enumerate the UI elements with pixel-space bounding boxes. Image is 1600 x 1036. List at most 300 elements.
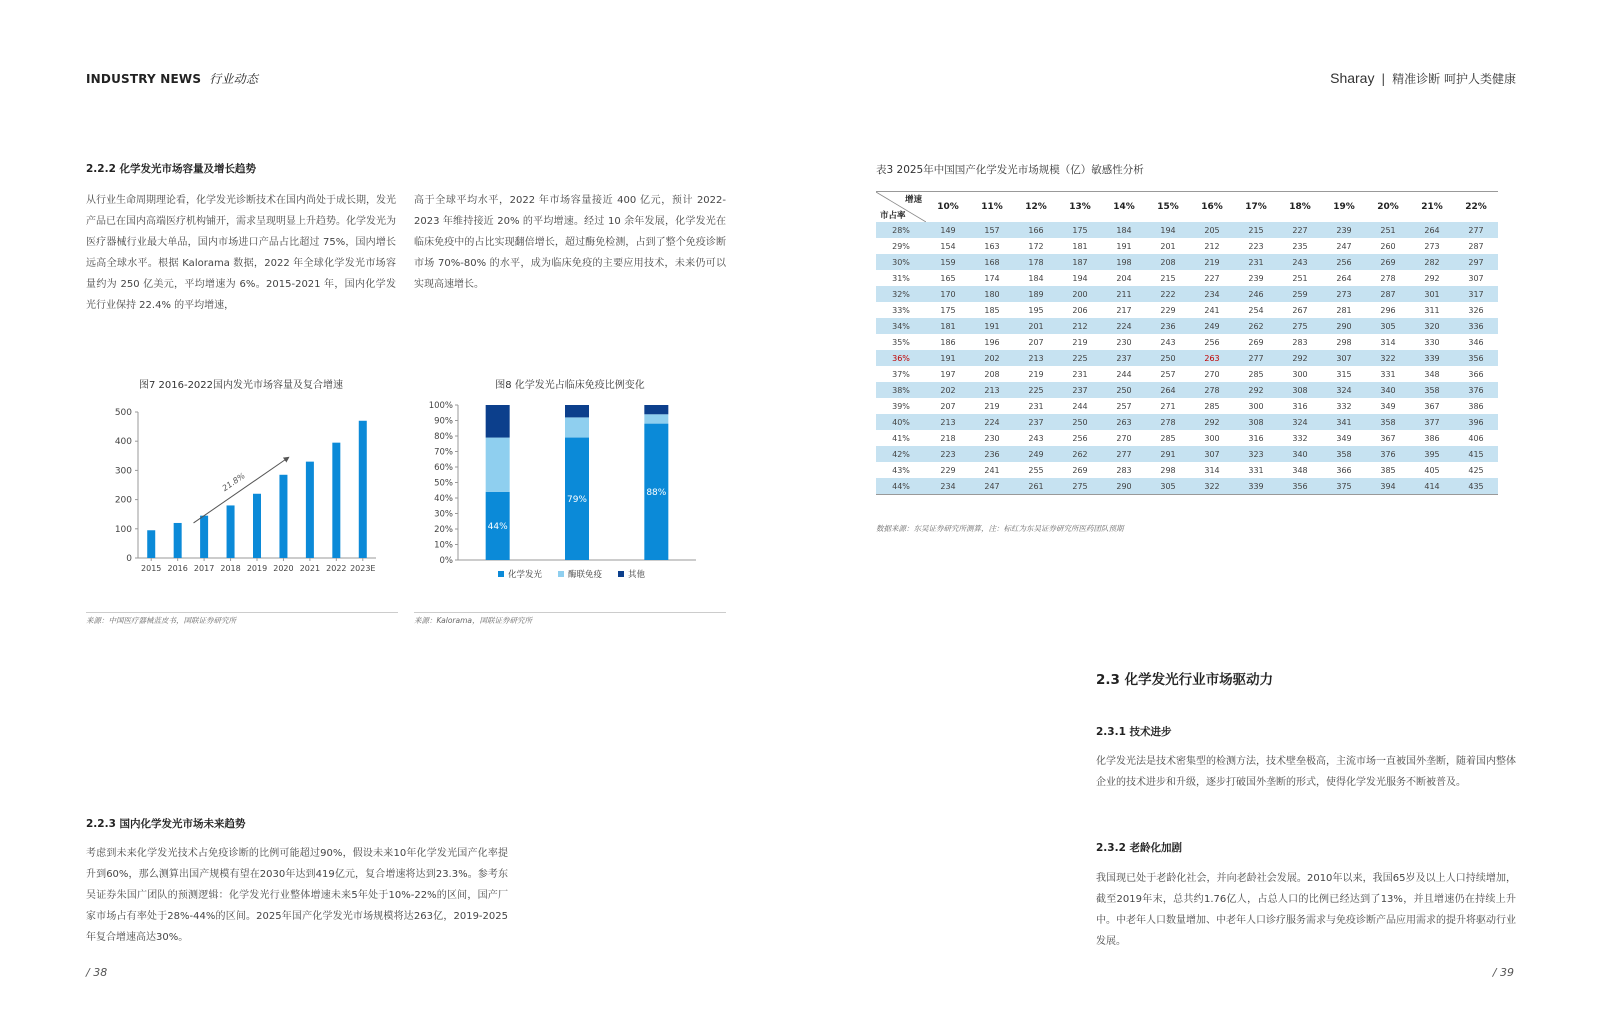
table-cell: 285 bbox=[1248, 369, 1264, 379]
table-cell: 339 bbox=[1234, 478, 1278, 495]
table-cell: 277 bbox=[1454, 222, 1498, 238]
header-separator: | bbox=[1381, 72, 1386, 86]
table-cell: 154 bbox=[940, 241, 956, 251]
table-row bbox=[876, 382, 1498, 398]
table-cell: 197 bbox=[940, 369, 956, 379]
table-cell: 285 bbox=[1160, 433, 1176, 443]
table-cell: 225 bbox=[1058, 350, 1102, 366]
table-cell: 229 bbox=[940, 465, 956, 475]
table-cell: 315 bbox=[1336, 369, 1352, 379]
table-row bbox=[876, 334, 1498, 350]
table-cell: 219 bbox=[1072, 337, 1088, 347]
page-number-left: / 38 bbox=[86, 966, 108, 979]
bar-2017 bbox=[200, 516, 208, 558]
table-row bbox=[876, 254, 1498, 270]
legend-label: 其他 bbox=[628, 570, 646, 580]
table-row-label: 32% bbox=[876, 286, 926, 302]
table-cell: 263 bbox=[1102, 414, 1146, 430]
table-cell: 307 bbox=[1322, 350, 1366, 366]
bar-2023E bbox=[359, 421, 367, 558]
y-tick-label: 10% bbox=[434, 540, 453, 551]
table-cell: 281 bbox=[1336, 305, 1352, 315]
table-cell: 229 bbox=[1160, 305, 1176, 315]
data-label: 88% bbox=[646, 487, 667, 498]
table-cell: 186 bbox=[940, 337, 956, 347]
table-cell: 194 bbox=[1146, 222, 1190, 238]
table-cell: 208 bbox=[1146, 254, 1190, 270]
x-tick-label: 2016 bbox=[167, 564, 188, 573]
table-cell: 235 bbox=[1292, 241, 1308, 251]
table-row-label: 33% bbox=[892, 305, 910, 315]
table-cell: 278 bbox=[1190, 382, 1234, 398]
table-cell: 324 bbox=[1322, 382, 1366, 398]
table3-source: 数据来源：东吴证券研究所测算，注：标红为东吴证券研究所医药团队预期 bbox=[876, 524, 1124, 533]
table-cell: 332 bbox=[1292, 433, 1308, 443]
y-tick-label: 100 bbox=[114, 524, 132, 535]
bar-2022 bbox=[332, 443, 340, 558]
table-cell: 322 bbox=[1366, 350, 1410, 366]
table-cell: 249 bbox=[1014, 446, 1058, 462]
fig7-divider bbox=[86, 612, 398, 613]
table-col-header: 19% bbox=[1322, 192, 1366, 223]
table-cell: 202 bbox=[926, 382, 970, 398]
table-cell: 191 bbox=[970, 318, 1014, 334]
table-cell: 237 bbox=[1058, 382, 1102, 398]
table-cell: 263 bbox=[1190, 350, 1234, 366]
table-cell: 282 bbox=[1410, 254, 1454, 270]
table-cell: 217 bbox=[1116, 305, 1132, 315]
table-cell: 262 bbox=[1058, 446, 1102, 462]
corner-growth-label: 增速 bbox=[904, 195, 922, 205]
table-cell: 385 bbox=[1380, 465, 1396, 475]
brand-logo: Sharay bbox=[1330, 70, 1375, 86]
table-cell: 184 bbox=[1102, 222, 1146, 238]
table-cell: 205 bbox=[1190, 222, 1234, 238]
table-cell: 317 bbox=[1454, 286, 1498, 302]
table-cell: 376 bbox=[1454, 382, 1498, 398]
legend-swatch-其他 bbox=[618, 571, 624, 577]
table-cell: 222 bbox=[1146, 286, 1190, 302]
y-tick-label: 50% bbox=[434, 478, 453, 489]
table-cell: 348 bbox=[1424, 369, 1440, 379]
table-cell: 277 bbox=[1234, 350, 1278, 366]
bar-2021 bbox=[306, 462, 314, 558]
table-cell: 376 bbox=[1366, 446, 1410, 462]
table-cell: 346 bbox=[1468, 337, 1484, 347]
table-col-header: 20% bbox=[1366, 192, 1410, 223]
table-cell: 324 bbox=[1278, 414, 1322, 430]
table-cell: 326 bbox=[1468, 305, 1484, 315]
table-cell: 311 bbox=[1424, 305, 1440, 315]
table-col-header: 12% bbox=[1014, 192, 1058, 223]
table-cell: 275 bbox=[1058, 478, 1102, 495]
table-cell: 239 bbox=[1248, 273, 1264, 283]
table3-title: 表3 2025年中国国产化学发光市场规模（亿）敏感性分析 bbox=[876, 164, 1144, 176]
table-col-header: 13% bbox=[1058, 192, 1102, 223]
table-cell: 215 bbox=[1234, 222, 1278, 238]
y-tick-label: 0 bbox=[126, 554, 132, 564]
table-cell: 356 bbox=[1278, 478, 1322, 495]
table-cell: 157 bbox=[970, 222, 1014, 238]
table-cell: 247 bbox=[1336, 241, 1352, 251]
sensitivity-table bbox=[876, 191, 1498, 495]
bar-2015 bbox=[147, 530, 155, 558]
fig7-chart bbox=[86, 400, 402, 590]
table-cell: 271 bbox=[1160, 401, 1176, 411]
table-row-label: 43% bbox=[892, 465, 910, 475]
table-cell: 219 bbox=[984, 401, 1000, 411]
table-cell: 320 bbox=[1410, 318, 1454, 334]
table-row bbox=[876, 286, 1498, 302]
table-cell: 223 bbox=[926, 446, 970, 462]
table-cell: 377 bbox=[1410, 414, 1454, 430]
table-cell: 273 bbox=[1424, 241, 1440, 251]
data-label: 44% bbox=[487, 521, 508, 532]
table-cell: 250 bbox=[1102, 382, 1146, 398]
table-cell: 224 bbox=[1102, 318, 1146, 334]
table-cell: 336 bbox=[1454, 318, 1498, 334]
section-231-paragraph: 化学发光法是技术密集型的检测方法，技术壁垒极高，主流市场一直被国外垄断，随着国内整体企业的技术进步和升级，逐步打破国外垄断的形式，使得化学发光服务不断被普及。 bbox=[1096, 756, 1516, 788]
table-cell: 305 bbox=[1366, 318, 1410, 334]
section-222-paragraph-left: 从行业生命周期理论看，化学发光诊断技术在国内尚处于成长期，发光产品已在国内高端医疗机构铺开，需求呈现明显上升趋势。化学发光为医疗器械行业最大单品，国内市场进口产品占比超过 75%，国内增长远高全球水平。根据 Kalorama 数据，2022 年全球化学发光市场容量约为 250 亿美元，平均增速为 6%。2015-2021 年，国内化学发光行业保持 22.4% 的平均增速， bbox=[86, 195, 396, 311]
bar-2016 bbox=[174, 523, 182, 558]
table-row bbox=[876, 398, 1498, 414]
table-cell: 223 bbox=[1248, 241, 1264, 251]
table-row-label: 30% bbox=[876, 254, 926, 270]
table-row-label: 44% bbox=[876, 478, 926, 495]
table-col-header: 18% bbox=[1278, 192, 1322, 223]
table-col-header: 22% bbox=[1454, 192, 1498, 223]
table-cell: 243 bbox=[1028, 433, 1044, 443]
section-23-title: 2.3 化学发光行业市场驱动力 bbox=[1096, 672, 1274, 688]
table-cell: 206 bbox=[1072, 305, 1088, 315]
table-cell: 230 bbox=[1116, 337, 1132, 347]
table-cell: 189 bbox=[1014, 286, 1058, 302]
table-cell: 172 bbox=[1028, 241, 1044, 251]
table-cell: 349 bbox=[1380, 401, 1396, 411]
x-tick-label: 2018 bbox=[220, 564, 241, 573]
table-cell: 270 bbox=[1116, 433, 1132, 443]
table-cell: 256 bbox=[1072, 433, 1088, 443]
y-tick-label: 200 bbox=[114, 495, 132, 506]
table-cell: 273 bbox=[1322, 286, 1366, 302]
y-tick-label: 60% bbox=[434, 463, 453, 473]
table-row bbox=[876, 222, 1498, 238]
table-cell: 367 bbox=[1380, 433, 1396, 443]
y-tick-label: 0% bbox=[439, 556, 453, 566]
table-cell: 227 bbox=[1204, 273, 1220, 283]
table-cell: 349 bbox=[1336, 433, 1352, 443]
table-cell: 348 bbox=[1292, 465, 1308, 475]
table-cell: 307 bbox=[1190, 446, 1234, 462]
table-cell: 227 bbox=[1278, 222, 1322, 238]
table-cell: 308 bbox=[1234, 414, 1278, 430]
table-row-label: 40% bbox=[876, 414, 926, 430]
table-cell: 308 bbox=[1278, 382, 1322, 398]
y-tick-label: 90% bbox=[434, 416, 453, 427]
table-cell: 219 bbox=[1028, 369, 1044, 379]
table-row-label: 28% bbox=[876, 222, 926, 238]
table-cell: 174 bbox=[984, 273, 1000, 283]
y-tick-label: 70% bbox=[434, 447, 453, 458]
table-cell: 367 bbox=[1424, 401, 1440, 411]
x-tick-label: 2022 bbox=[326, 564, 347, 573]
table-cell: 168 bbox=[970, 254, 1014, 270]
table-cell: 250 bbox=[1058, 414, 1102, 430]
table-cell: 207 bbox=[940, 401, 956, 411]
legend-swatch-化学发光 bbox=[498, 571, 504, 577]
table-row bbox=[876, 446, 1498, 462]
table-cell: 386 bbox=[1424, 433, 1440, 443]
bar-2019 bbox=[253, 494, 261, 558]
table-cell: 366 bbox=[1336, 465, 1352, 475]
table-row-label: 36% bbox=[876, 350, 926, 366]
table-cell: 194 bbox=[1072, 273, 1088, 283]
table-cell: 298 bbox=[1336, 337, 1352, 347]
section-232-title: 2.3.2 老龄化加剧 bbox=[1096, 842, 1183, 854]
table-cell: 191 bbox=[1116, 241, 1132, 251]
table-cell: 202 bbox=[970, 350, 1014, 366]
table-cell: 330 bbox=[1424, 337, 1440, 347]
table-cell: 255 bbox=[1028, 465, 1044, 475]
table-cell: 256 bbox=[1204, 337, 1220, 347]
table-row-label: 37% bbox=[892, 369, 910, 379]
table-cell: 290 bbox=[1322, 318, 1366, 334]
table-cell: 332 bbox=[1336, 401, 1352, 411]
bar-segment-其他 bbox=[486, 405, 510, 438]
table-cell: 264 bbox=[1336, 273, 1352, 283]
table-cell: 415 bbox=[1454, 446, 1498, 462]
table-cell: 213 bbox=[970, 382, 1014, 398]
table-cell: 241 bbox=[1204, 305, 1220, 315]
y-tick-label: 100% bbox=[428, 401, 453, 411]
table-col-header: 10% bbox=[926, 192, 970, 223]
table-row bbox=[876, 414, 1498, 430]
table-cell: 234 bbox=[1190, 286, 1234, 302]
table-cell: 283 bbox=[1292, 337, 1308, 347]
table-cell: 300 bbox=[1248, 401, 1264, 411]
x-tick-label: 2019 bbox=[246, 564, 268, 573]
table-cell: 264 bbox=[1410, 222, 1454, 238]
table-cell: 314 bbox=[1380, 337, 1396, 347]
table-cell: 166 bbox=[1014, 222, 1058, 238]
table-cell: 224 bbox=[970, 414, 1014, 430]
table-cell: 270 bbox=[1204, 369, 1220, 379]
section-222-title: 2.2.2 化学发光市场容量及增长趋势 bbox=[86, 163, 257, 175]
table-cell: 331 bbox=[1380, 369, 1396, 379]
table-cell: 213 bbox=[926, 414, 970, 430]
page-number-right: / 39 bbox=[1492, 966, 1514, 979]
table-cell: 231 bbox=[1028, 401, 1044, 411]
table-row bbox=[876, 366, 1498, 382]
table-cell: 300 bbox=[1292, 369, 1308, 379]
table-cell: 201 bbox=[1014, 318, 1058, 334]
x-tick-label: 2021 bbox=[299, 564, 321, 573]
table-cell: 290 bbox=[1102, 478, 1146, 495]
table-header-row bbox=[876, 192, 1498, 223]
y-tick-label: 80% bbox=[434, 432, 453, 442]
table-cell: 339 bbox=[1410, 350, 1454, 366]
section-223-title: 2.2.3 国内化学发光市场未来趋势 bbox=[86, 818, 246, 830]
data-label: 79% bbox=[566, 494, 588, 505]
table-cell: 149 bbox=[926, 222, 970, 238]
table-cell: 322 bbox=[1190, 478, 1234, 495]
table-cell: 159 bbox=[926, 254, 970, 270]
legend-swatch-酶联免疫 bbox=[558, 571, 564, 577]
table-cell: 181 bbox=[926, 318, 970, 334]
table-cell: 213 bbox=[1014, 350, 1058, 366]
table-cell: 165 bbox=[940, 273, 956, 283]
header-tagline: 精准诊断 呵护人类健康 bbox=[1392, 72, 1516, 86]
table-cell: 277 bbox=[1102, 446, 1146, 462]
table-cell: 323 bbox=[1234, 446, 1278, 462]
table-row bbox=[876, 350, 1498, 366]
table-cell: 200 bbox=[1058, 286, 1102, 302]
y-tick-label: 30% bbox=[434, 509, 453, 520]
bar-segment-其他 bbox=[565, 405, 589, 417]
table-cell: 300 bbox=[1204, 433, 1220, 443]
table-cell: 246 bbox=[1234, 286, 1278, 302]
table-cell: 201 bbox=[1160, 241, 1176, 251]
table-cell: 396 bbox=[1454, 414, 1498, 430]
table-row-label: 41% bbox=[892, 433, 910, 443]
table-cell: 394 bbox=[1366, 478, 1410, 495]
table-corner-cell bbox=[876, 192, 926, 223]
table-cell: 331 bbox=[1248, 465, 1264, 475]
table-col-header: 21% bbox=[1410, 192, 1454, 223]
table-cell: 181 bbox=[1072, 241, 1088, 251]
table-cell: 386 bbox=[1468, 401, 1484, 411]
table-cell: 358 bbox=[1410, 382, 1454, 398]
table-col-header: 15% bbox=[1146, 192, 1190, 223]
table-cell: 244 bbox=[1072, 401, 1088, 411]
y-tick-label: 300 bbox=[114, 466, 132, 477]
table-cell: 236 bbox=[970, 446, 1014, 462]
table-row-label: 34% bbox=[876, 318, 926, 334]
table-row bbox=[876, 302, 1498, 318]
fig8-source: 来源：Kalorama，国联证券研究所 bbox=[414, 616, 532, 625]
growth-annotation: 21.8% bbox=[220, 471, 247, 493]
table-cell: 250 bbox=[1146, 350, 1190, 366]
table-cell: 230 bbox=[984, 433, 1000, 443]
table-cell: 231 bbox=[1234, 254, 1278, 270]
bar-2020 bbox=[279, 475, 287, 558]
table-cell: 259 bbox=[1278, 286, 1322, 302]
header-right bbox=[1330, 70, 1516, 87]
table-cell: 212 bbox=[1204, 241, 1220, 251]
table-cell: 257 bbox=[1160, 369, 1176, 379]
bar-segment-酶联免疫 bbox=[565, 417, 589, 437]
table-cell: 395 bbox=[1410, 446, 1454, 462]
bar-segment-酶联免疫 bbox=[644, 414, 668, 423]
table-row-label: 35% bbox=[892, 337, 910, 347]
table-cell: 219 bbox=[1190, 254, 1234, 270]
table-cell: 249 bbox=[1190, 318, 1234, 334]
table-cell: 269 bbox=[1366, 254, 1410, 270]
bar-2018 bbox=[227, 505, 235, 558]
table-cell: 262 bbox=[1234, 318, 1278, 334]
fig8-title: 图8 化学发光占临床免疫比例变化 bbox=[495, 380, 645, 391]
table-cell: 251 bbox=[1366, 222, 1410, 238]
corner-share-label: 市占率 bbox=[880, 211, 906, 221]
table-cell: 241 bbox=[984, 465, 1000, 475]
table-row bbox=[876, 462, 1498, 478]
table-cell: 261 bbox=[1014, 478, 1058, 495]
table-col-header: 17% bbox=[1234, 192, 1278, 223]
y-tick-label: 400 bbox=[114, 437, 132, 448]
table-cell: 314 bbox=[1204, 465, 1220, 475]
table-cell: 358 bbox=[1322, 446, 1366, 462]
table-cell: 278 bbox=[1146, 414, 1190, 430]
table-cell: 406 bbox=[1468, 433, 1484, 443]
x-tick-label: 2017 bbox=[193, 564, 215, 573]
table-cell: 239 bbox=[1322, 222, 1366, 238]
y-tick-label: 40% bbox=[434, 494, 453, 504]
table-row-label: 38% bbox=[876, 382, 926, 398]
section-232-paragraph: 我国现已处于老龄化社会，并向老龄社会发展。2010年以来，我国65岁及以上人口持续增加，截至2019年末，总共约1.76亿人，占总人口的比例已经达到了13%，并且增速仍在持续上升中。中老年人口数量增加、中老年人口诊疗服务需求与免疫诊断产品应用需求的提升将驱动行业发展。 bbox=[1096, 873, 1516, 947]
fig7-title: 图7 2016-2022国内发光市场容量及复合增速 bbox=[138, 380, 344, 391]
table-row-label: 31% bbox=[892, 273, 910, 283]
table-cell: 211 bbox=[1102, 286, 1146, 302]
table-col-header: 11% bbox=[970, 192, 1014, 223]
legend-label: 酶联免疫 bbox=[568, 570, 603, 580]
table-cell: 196 bbox=[984, 337, 1000, 347]
table-cell: 287 bbox=[1468, 241, 1484, 251]
table-row bbox=[876, 238, 1498, 254]
table-row-label: 42% bbox=[876, 446, 926, 462]
table-cell: 170 bbox=[926, 286, 970, 302]
table-cell: 180 bbox=[970, 286, 1014, 302]
fig7-source: 来源：中国医疗器械蓝皮书，国联证券研究所 bbox=[86, 616, 236, 625]
table-row-label: 29% bbox=[892, 241, 910, 251]
table-cell: 292 bbox=[1234, 382, 1278, 398]
table-cell: 278 bbox=[1380, 273, 1396, 283]
table-cell: 283 bbox=[1116, 465, 1132, 475]
table-cell: 341 bbox=[1322, 414, 1366, 430]
table-cell: 316 bbox=[1292, 401, 1308, 411]
table-cell: 260 bbox=[1380, 241, 1396, 251]
table-row bbox=[876, 270, 1498, 286]
table-cell: 356 bbox=[1454, 350, 1498, 366]
table-cell: 212 bbox=[1058, 318, 1102, 334]
section-222-paragraph-right: 高于全球平均水平，2022 年市场容量接近 400 亿元，预计 2022-2023 年维持接近 20% 的平均增速。经过 10 余年发展，化学发光在临床免疫中的占比实现翻倍增长，超过酶免检测，占到了整个免疫诊断市场 70%-80% 的水平，成为临床免疫的主要应用技术，未来仍可以实现高速增长。 bbox=[414, 195, 726, 290]
table-cell: 340 bbox=[1366, 382, 1410, 398]
table-cell: 231 bbox=[1072, 369, 1088, 379]
table-cell: 215 bbox=[1160, 273, 1176, 283]
table-cell: 264 bbox=[1146, 382, 1190, 398]
header-subtitle: 行业动态 bbox=[209, 72, 259, 86]
table-cell: 296 bbox=[1380, 305, 1396, 315]
x-tick-label: 2023E bbox=[350, 564, 376, 573]
table-cell: 316 bbox=[1248, 433, 1264, 443]
table-cell: 307 bbox=[1468, 273, 1484, 283]
table-row bbox=[876, 478, 1498, 495]
table-cell: 435 bbox=[1454, 478, 1498, 495]
table-cell: 187 bbox=[1058, 254, 1102, 270]
y-tick-label: 20% bbox=[434, 525, 453, 535]
table-cell: 204 bbox=[1116, 273, 1132, 283]
table-cell: 234 bbox=[926, 478, 970, 495]
table-cell: 257 bbox=[1116, 401, 1132, 411]
table-cell: 375 bbox=[1322, 478, 1366, 495]
table-cell: 291 bbox=[1146, 446, 1190, 462]
fig8-divider bbox=[414, 612, 726, 613]
table-row bbox=[876, 318, 1498, 334]
table-cell: 185 bbox=[984, 305, 1000, 315]
table-cell: 275 bbox=[1278, 318, 1322, 334]
section-223-paragraph: 考虑到未来化学发光技术占免疫诊断的比例可能超过90%，假设未来10年化学发光国产化率提升到60%，那么测算出国产规模有望在2030年达到419亿元，复合增速将达到23.3%。参考东吴证券朱国广团队的预测逻辑：化学发光行业整体增速未来5年处于10%-22%的区间，国产厂家市场占有率处于28%-44%的区间。2025年国产化学发光市场规模将达263亿，2019-2025年复合增速高达30%。 bbox=[86, 848, 508, 943]
header-industry-news: INDUSTRY NEWS bbox=[86, 72, 202, 86]
